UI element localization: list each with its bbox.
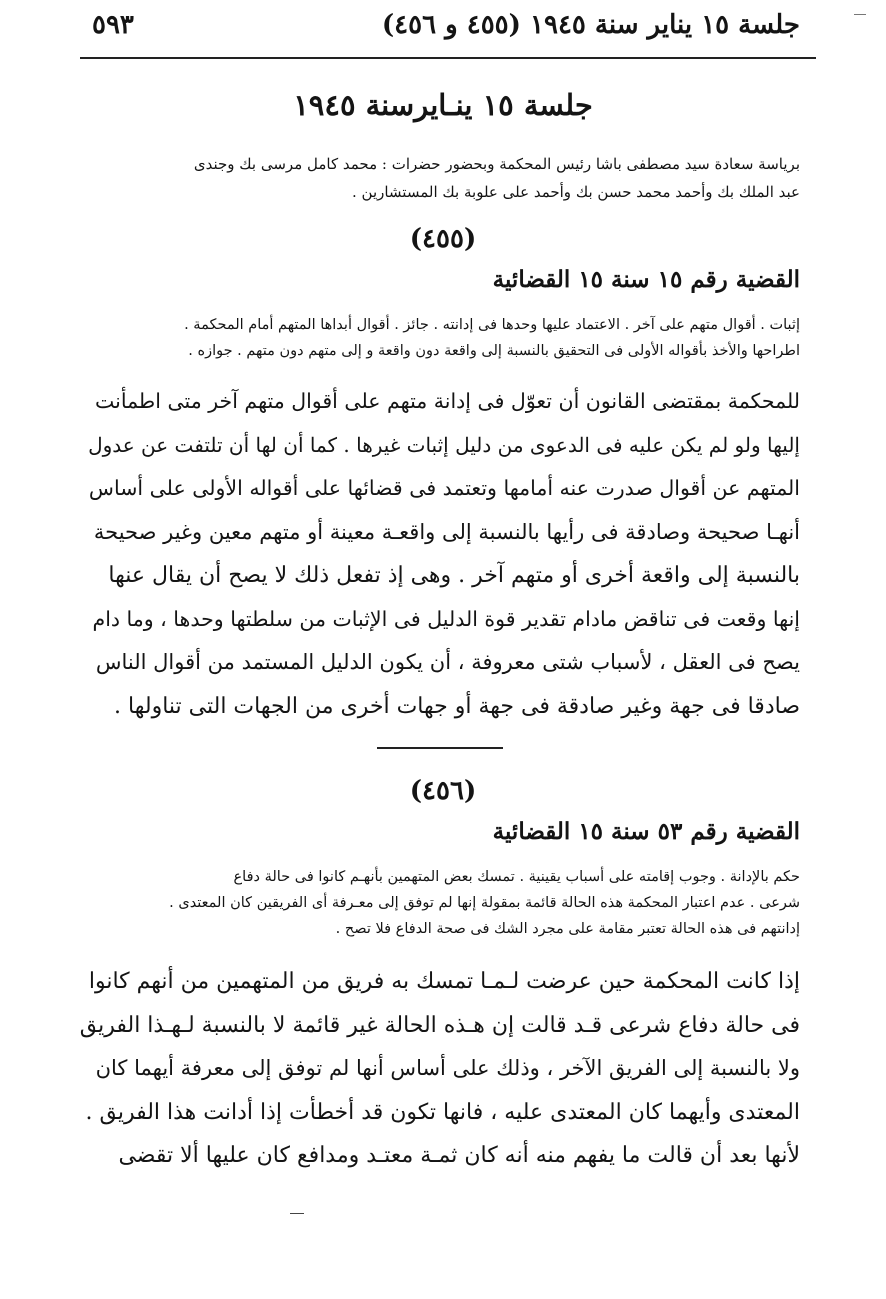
body-line: لأنها بعد أن قالت ما يفهم منه أنه كان ثمـة معتـد ومدافع كان عليها ألا تقضى bbox=[118, 1143, 800, 1168]
summary-line: حكم بالإدانة . وجوب إقامته على أسباب يقينية . تمسك بعض المتهمين بأنهـم كانوا فى حالة دفاع bbox=[233, 869, 800, 885]
summary-line: إثبات . أقوال متهم على آخر . الاعتماد عليها وحدها فى إدانته . جائز . أقوال أبداها المتهم أمام المحكمة . bbox=[184, 317, 800, 333]
summary-line: شرعى . عدم اعتبار المحكمة هذه الحالة قائمة بمقولة إنها لم توفق إلى معـرفة أى الفريقين كان المعتدى . bbox=[169, 895, 800, 911]
case-summary bbox=[80, 864, 800, 942]
case-body bbox=[80, 960, 800, 1178]
body-line: بالنسبة إلى واقعة أخرى أو متهم آخر . وهى إذ تفعل ذلك لا يصح أن يقال عنها bbox=[108, 563, 800, 588]
running-header bbox=[82, 10, 800, 50]
body-line: ولا بالنسبة إلى الفريق الآخر ، وذلك على أساس أنها لم توفق إلى معرفة أيهما كان bbox=[95, 1056, 800, 1080]
case-title: القضية رقم ٥٣ سنة ١٥ القضائية bbox=[492, 818, 800, 845]
case-title: القضية رقم ١٥ سنة ١٥ القضائية bbox=[492, 266, 800, 293]
case-body bbox=[80, 380, 800, 728]
body-line: إليها ولو لم يكن عليه فى الدعوى من دليل إثبات غيرها . كما أن لها أن تلتفت عن عدول bbox=[88, 432, 800, 457]
bench-line: برياسة سعادة سيد مصطفى باشا رئيس المحكمة وبحضور حضرات : محمد كامل مرسى بك وجندى bbox=[193, 155, 800, 173]
body-line: للمحكمة بمقتضى القانون أن تعوّل فى إدانة متهم على أقوال متهم آخر متى اطمأنت bbox=[95, 389, 800, 413]
summary-line: اطراحها والأخذ بأقواله الأولى فى التحقيق بالنسبة إلى واقعة دون واقعة و إلى متهم دون متهم . جوازه . bbox=[188, 343, 800, 359]
body-line: إنها وقعت فى تناقض مادام تقدير قوة الدليل فى الإثبات من سلطتها وحدها ، وما دام bbox=[92, 606, 800, 631]
summary-line: إدانتهم فى هذه الحالة تعتبر مقامة على مجرد الشك فى صحة الدفاع فلا تصح . bbox=[335, 921, 800, 937]
body-line: المعتدى وأيهما كان المعتدى عليه ، فانها تكون قد أخطأت إذا أدانت هذا الفريق . bbox=[85, 1099, 800, 1125]
bench-line: عبد الملك بك وأحمد محمد حسن بك وأحمد على علوبة بك المستشارين . bbox=[351, 183, 800, 201]
running-title: جلسة ١٥ يناير سنة ١٩٤٥ (٤٥٥ و ٤٥٦) bbox=[381, 10, 800, 40]
page-number: ٥٩٣ bbox=[92, 10, 134, 40]
case-number: (٤٥٦) bbox=[409, 776, 477, 806]
bench-composition bbox=[80, 150, 800, 206]
footer-mark bbox=[290, 1213, 304, 1214]
header-rule bbox=[80, 57, 816, 59]
section-divider bbox=[377, 747, 503, 749]
body-line: فى حالة دفاع شرعى قـد قالت إن هـذه الحالة غير قائمة لا بالنسبة لـهـذا الفريق bbox=[80, 1012, 800, 1038]
body-line: صادقا فى جهة وغير صادقة فى جهة أو جهات أخرى من الجهات التى تناولها . bbox=[114, 693, 800, 719]
session-title: جلسة ١٥ ينـايرسنة ١٩٤٥ bbox=[293, 88, 593, 122]
body-line: أنهـا صحيحة وصادقة فى رأيها بالنسبة إلى واقعـة معينة أو متهم معين وغير صحيحة bbox=[93, 519, 800, 544]
case-number: (٤٥٥) bbox=[409, 224, 477, 254]
scan-mark bbox=[854, 6, 866, 15]
body-line: المتهم عن أقوال صدرت عنه أمامها وتعتمد فى قضائها على أقواله الأولى على أساس bbox=[88, 476, 800, 500]
body-line: إذا كانت المحكمة حين عرضت لـمـا تمسك به فريق من المتهمين من أنهم كانوا bbox=[88, 969, 800, 994]
case-summary bbox=[80, 312, 800, 364]
body-line: يصح فى العقل ، لأسباب شتى معروفة ، أن يكون الدليل المستمد من أقوال الناس bbox=[95, 650, 800, 674]
